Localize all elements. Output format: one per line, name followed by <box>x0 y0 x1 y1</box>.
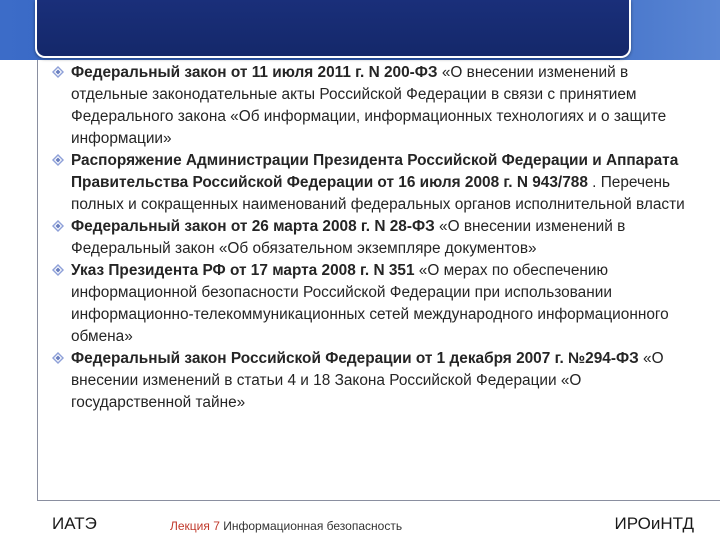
lecture-number: 7 <box>213 519 220 533</box>
list-item <box>52 62 692 150</box>
diamond-bullet-icon <box>52 352 64 364</box>
list-item <box>52 348 692 414</box>
item-lead: Федеральный закон от 11 июля 2011 г. N 200-ФЗ <box>71 64 438 81</box>
diamond-bullet-icon <box>52 66 64 78</box>
lecture-word: Лекция <box>170 519 210 533</box>
list-item <box>52 216 692 260</box>
item-text: «О внесении изменений в Федеральный закон «Об обязательном экземпляре документов» <box>71 218 626 257</box>
item-text: . Перечень полных и сокращенных наименований федеральных органов исполнительной власти <box>71 174 685 213</box>
item-text: «О мерах по обеспечению информационной безопасности Российской Федерации при использовании информационно-телекоммуникационных сетей международного информационного обмена» <box>71 262 669 345</box>
diamond-bullet-icon <box>52 264 64 276</box>
footer-divider <box>37 500 720 501</box>
list-item <box>52 260 692 348</box>
item-text: «О внесении изменений в статьи 4 и 18 Закона Российской Федерации «О государственной тайне» <box>71 350 664 411</box>
left-divider <box>37 60 38 500</box>
lecture-topic: Информационная безопасность <box>223 519 403 533</box>
diamond-bullet-icon <box>52 154 64 166</box>
item-lead: Распоряжение Администрации Президента Российской Федерации и Аппарата Правительства Российской Федерации от 16 июля 2008 г. N 943/788 <box>71 152 679 191</box>
list-item <box>52 150 692 216</box>
item-text: «О внесении изменений в отдельные законодательные акты Российской Федерации в связи с принятием Федерального закона «Об информации, информационных технологиях и о защите информации» <box>71 64 667 147</box>
item-lead: Федеральный закон от 26 марта 2008 г. N 28-ФЗ <box>71 218 435 235</box>
diamond-bullet-icon <box>52 220 64 232</box>
footer-lecture <box>170 519 402 533</box>
top-band-accent <box>620 0 720 60</box>
footer-org: ИАТЭ <box>52 514 97 533</box>
title-panel <box>35 0 631 58</box>
item-lead: Указ Президента РФ от 17 марта 2008 г. N 351 <box>71 262 415 279</box>
item-lead: Федеральный закон Российской Федерации от 1 декабря 2007 г. №294-ФЗ <box>71 350 639 367</box>
footer-department: ИРОиНТД <box>614 514 694 533</box>
bullet-list <box>52 62 692 414</box>
